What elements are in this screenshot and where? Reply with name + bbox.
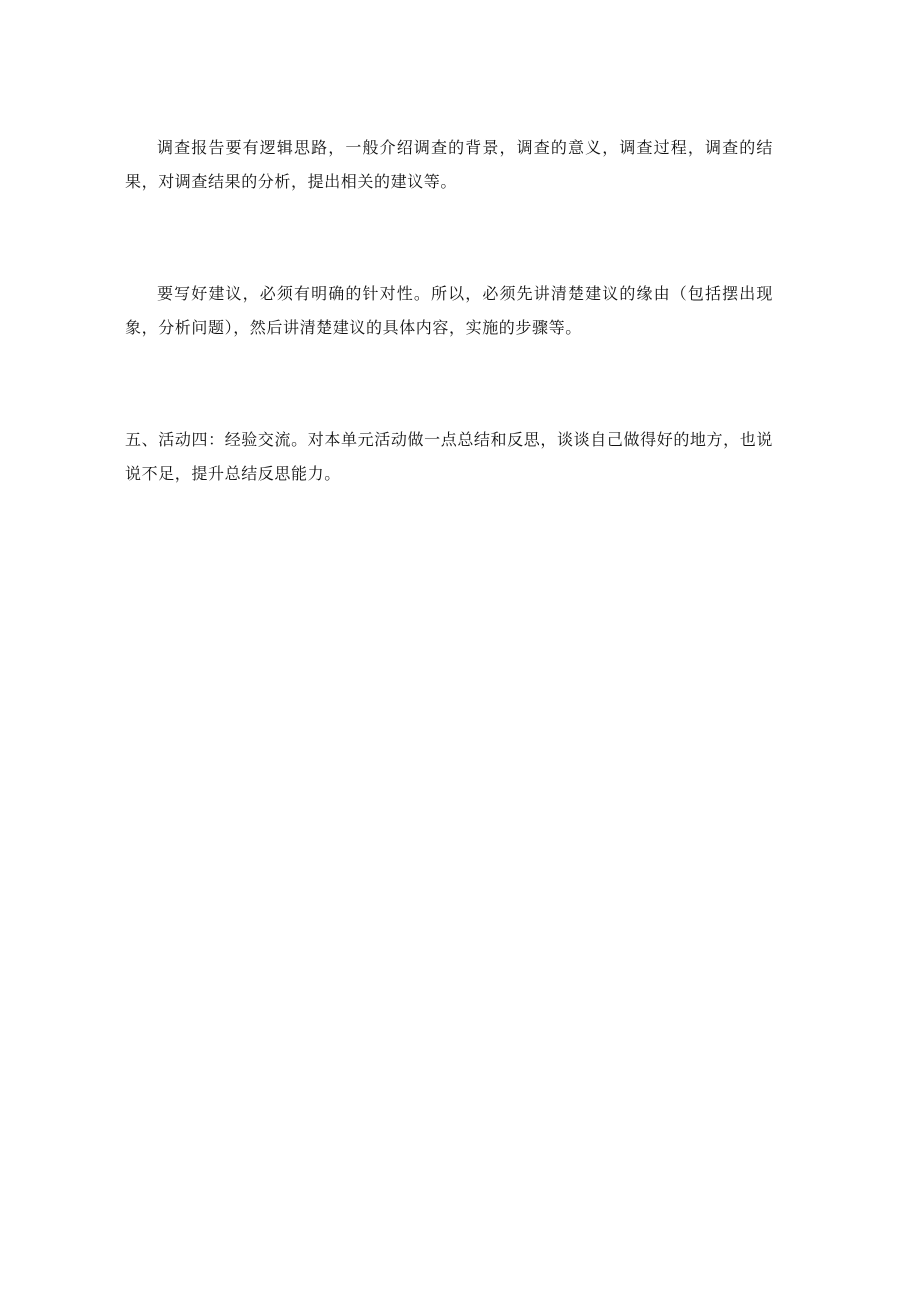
paragraph-report-logic: 调查报告要有逻辑思路，一般介绍调查的背景，调查的意义，调查过程，调查的结果，对调查结果的分析，提出相关的建议等。	[125, 138, 773, 191]
paragraph-writing-suggestions: 要写好建议，必须有明确的针对性。所以，必须先讲清楚建议的缘由（包括摆出现象，分析问题），然后讲清楚建议的具体内容，实施的步骤等。	[125, 284, 773, 337]
document-body	[125, 131, 773, 491]
paragraph-activity-four: 五、活动四：经验交流。对本单元活动做一点总结和反思，谈谈自己做得好的地方，也说说不足，提升总结反思能力。	[125, 430, 773, 483]
